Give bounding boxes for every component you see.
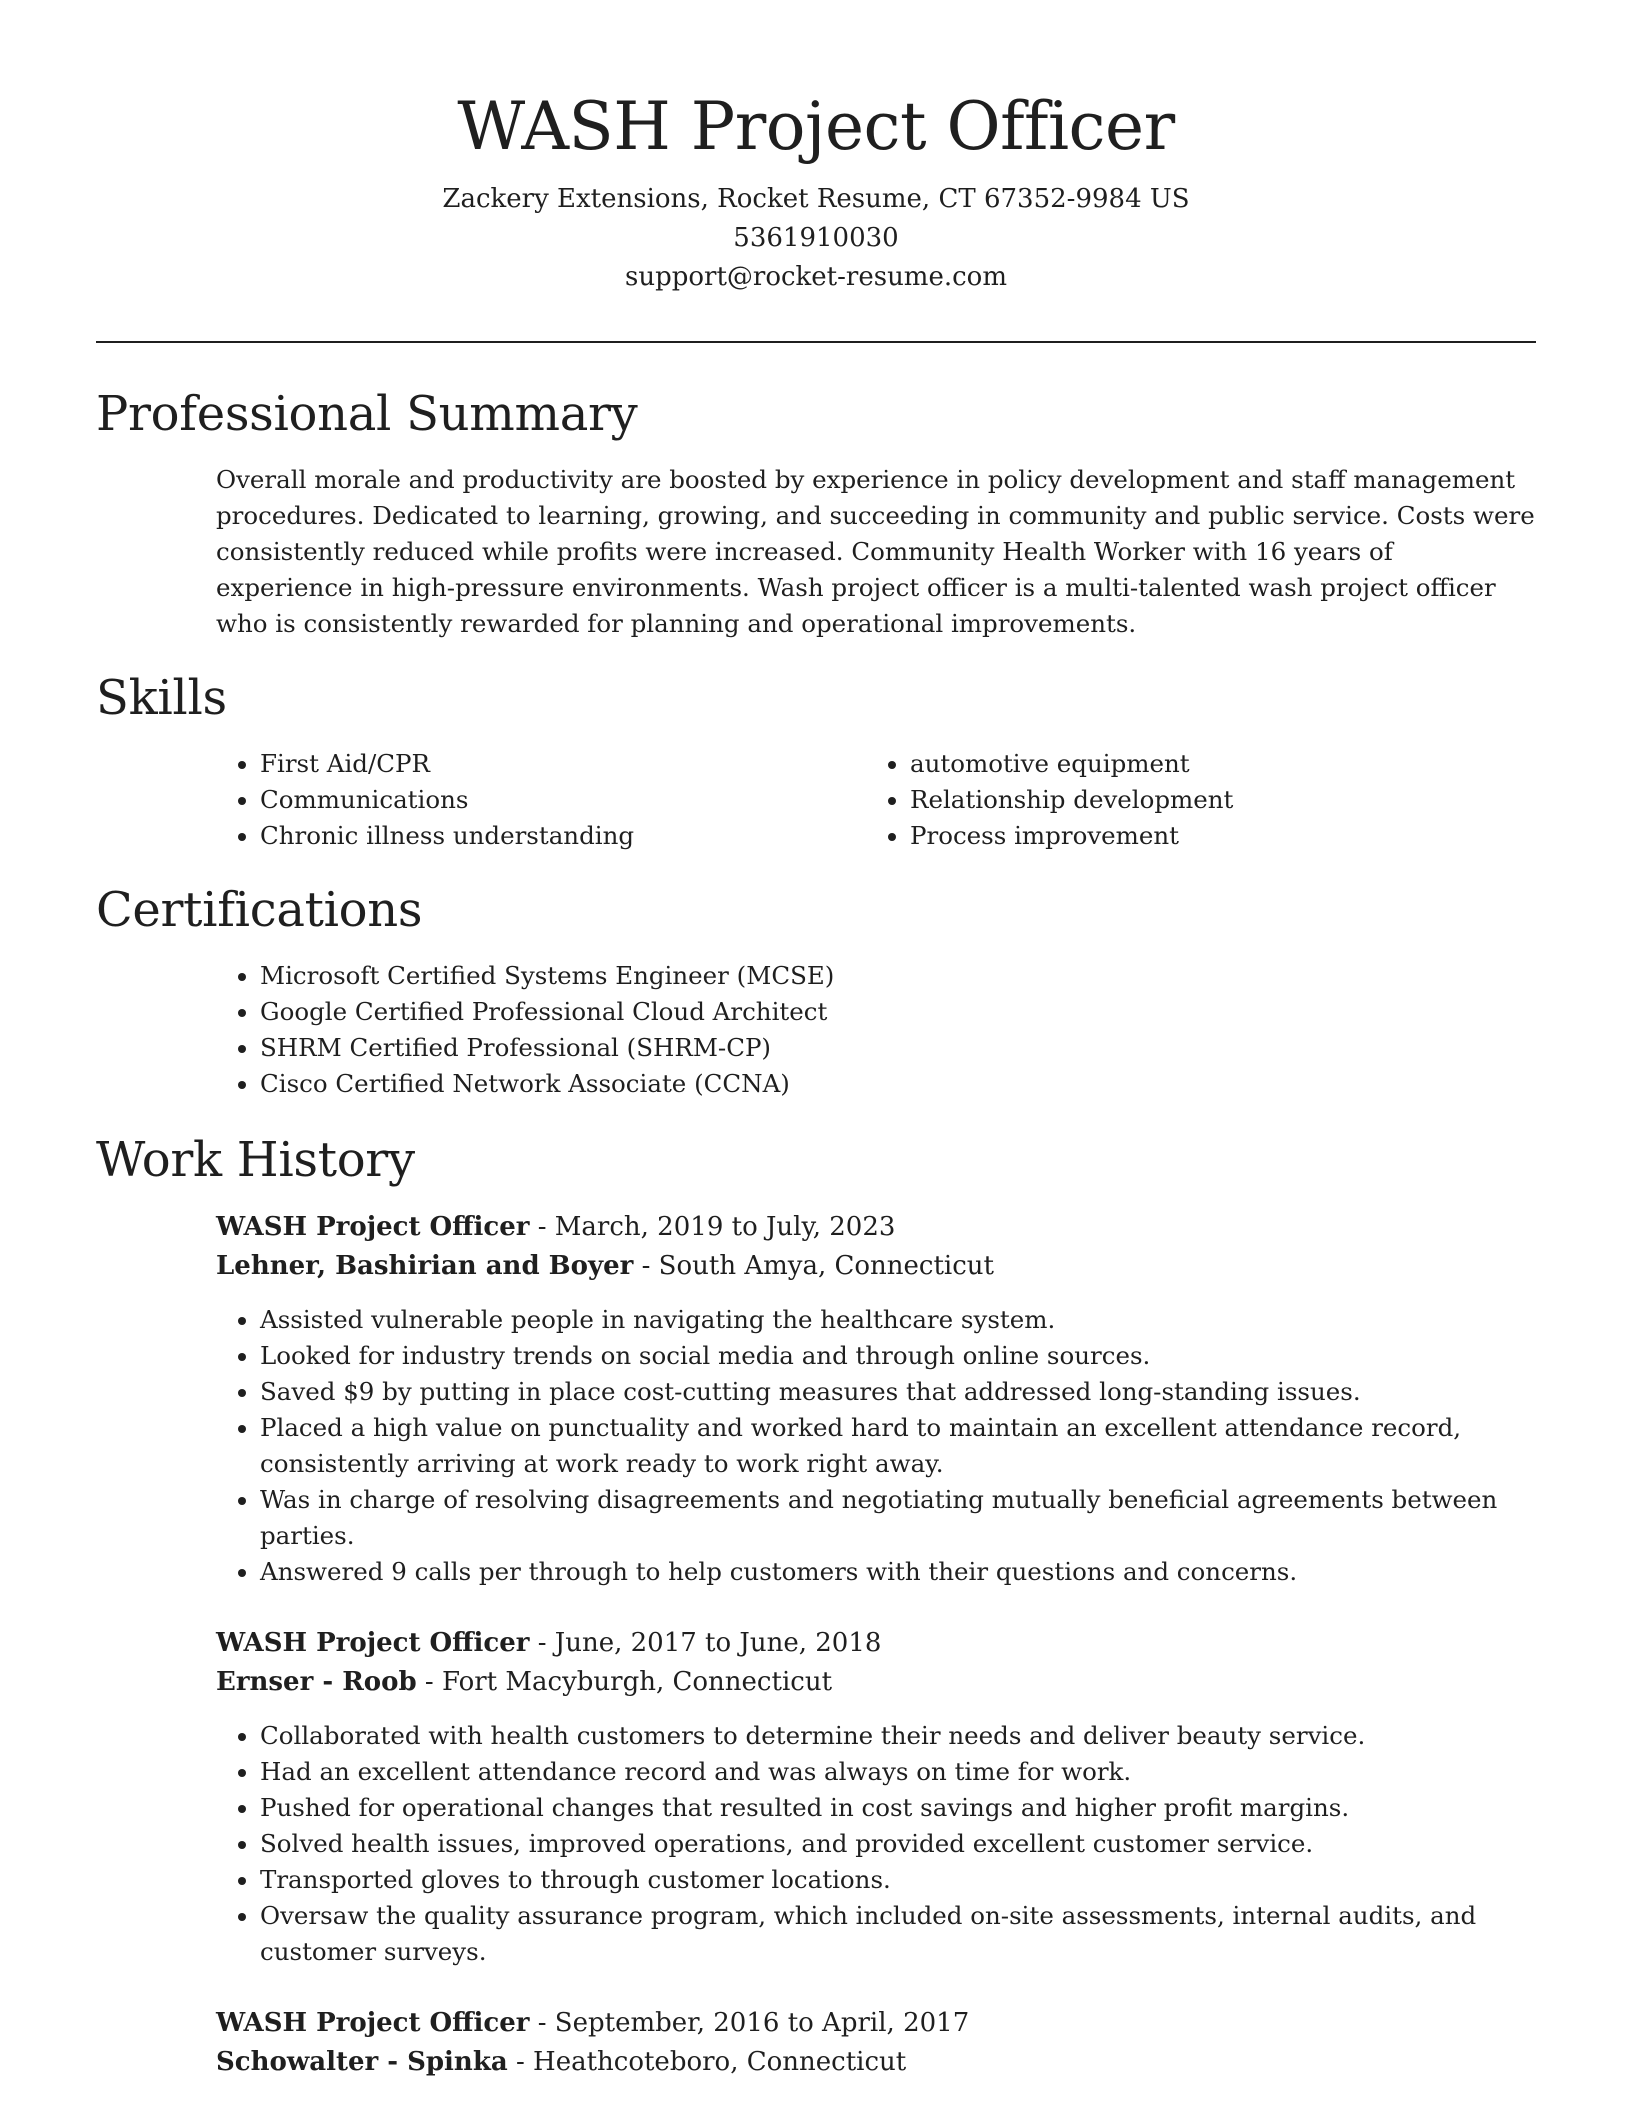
candidate-name: WASH Project Officer <box>457 88 1175 165</box>
list-item: • Process improvement <box>910 818 1510 854</box>
list-item: • Relationship development <box>910 782 1510 818</box>
job-heading <box>216 1208 895 1246</box>
job-company-name: Ernser - Roob <box>216 1667 417 1697</box>
section-title-summary: Professional Summary <box>96 386 638 442</box>
job-location: - Fort Macyburgh, Connecticut <box>416 1667 833 1697</box>
job-dates: - March, 2019 to July, 2023 <box>529 1212 896 1242</box>
job-heading <box>216 2004 969 2042</box>
list-item: • Oversaw the quality assurance program, which included on-site assessments, internal audits, and customer surveys. <box>260 1898 1580 1970</box>
job-location: - South Amya, Connecticut <box>633 1251 994 1281</box>
job-bullets <box>216 1302 1580 1590</box>
job-role: WASH Project Officer <box>216 1212 530 1242</box>
list-item: • Had an excellent attendance record and was always on time for work. <box>260 1754 1580 1790</box>
job-bullets <box>216 1718 1580 1970</box>
contact-phone: 5361910030 <box>733 223 899 253</box>
list-item: • Assisted vulnerable people in navigating the healthcare system. <box>260 1302 1580 1338</box>
section-title-work-history: Work History <box>96 1132 415 1188</box>
list-item: • Transported gloves to through customer locations. <box>260 1862 1580 1898</box>
job-heading <box>216 1624 881 1662</box>
list-item: • Looked for industry trends on social media and through online sources. <box>260 1338 1580 1374</box>
list-item: • First Aid/CPR <box>260 746 860 782</box>
job-employer <box>216 2043 906 2081</box>
list-item: • Chronic illness understanding <box>260 818 860 854</box>
list-item: • Saved $9 by putting in place cost-cutting measures that addressed long-standing issues. <box>260 1374 1580 1410</box>
list-item: • Communications <box>260 782 860 818</box>
skills-list-left <box>216 746 860 854</box>
list-item: • Collaborated with health customers to determine their needs and deliver beauty service. <box>260 1718 1580 1754</box>
list-item: • automotive equipment <box>910 746 1510 782</box>
job-dates: - September, 2016 to April, 2017 <box>529 2008 970 2038</box>
section-title-skills: Skills <box>96 670 227 726</box>
certifications-list <box>216 958 1580 1102</box>
list-item: • Cisco Certified Network Associate (CCNA) <box>260 1066 1580 1102</box>
list-item: • SHRM Certified Professional (SHRM-CP) <box>260 1030 1580 1066</box>
job-employer <box>216 1247 994 1285</box>
job-dates: - June, 2017 to June, 2018 <box>529 1628 882 1658</box>
list-item: • Placed a high value on punctuality and worked hard to maintain an excellent attendance record, consistently arriving at work ready to work right away. <box>260 1410 1580 1482</box>
list-item: • Was in charge of resolving disagreements and negotiating mutually beneficial agreements between parties. <box>260 1482 1580 1554</box>
list-item: • Google Certified Professional Cloud Architect <box>260 994 1580 1030</box>
job-role: WASH Project Officer <box>216 1628 530 1658</box>
job-employer <box>216 1663 832 1701</box>
job-role: WASH Project Officer <box>216 2008 530 2038</box>
job-location: - Heathcoteboro, Connecticut <box>507 2047 907 2077</box>
section-title-certifications: Certifications <box>96 882 423 938</box>
summary-text: Overall morale and productivity are boosted by experience in policy development and staff management procedures. Dedicated to learning, growing, and succeeding in community and public service. Costs were consistently reduced while profits were increased. Community Health Worker with 16 years of experience in high-pressure environments. Wash project officer is a multi-talented wash project officer who is consistently rewarded for planning and operational improvements. <box>216 465 1535 638</box>
contact-address: Zackery Extensions, Rocket Resume, CT 67352-9984 US <box>442 184 1190 214</box>
job-company-name: Lehner, Bashirian and Boyer <box>216 1251 634 1281</box>
list-item: • Microsoft Certified Systems Engineer (MCSE) <box>260 958 1580 994</box>
job-company-name: Schowalter - Spinka <box>216 2047 508 2077</box>
list-item: • Pushed for operational changes that resulted in cost savings and higher profit margins. <box>260 1790 1580 1826</box>
skills-list-right <box>866 746 1510 854</box>
resume-header <box>96 84 1536 297</box>
header-divider <box>96 341 1536 343</box>
list-item: • Answered 9 calls per through to help customers with their questions and concerns. <box>260 1554 1580 1590</box>
contact-email[interactable]: support@rocket-resume.com <box>624 262 1007 292</box>
list-item: • Solved health issues, improved operations, and provided excellent customer service. <box>260 1826 1580 1862</box>
